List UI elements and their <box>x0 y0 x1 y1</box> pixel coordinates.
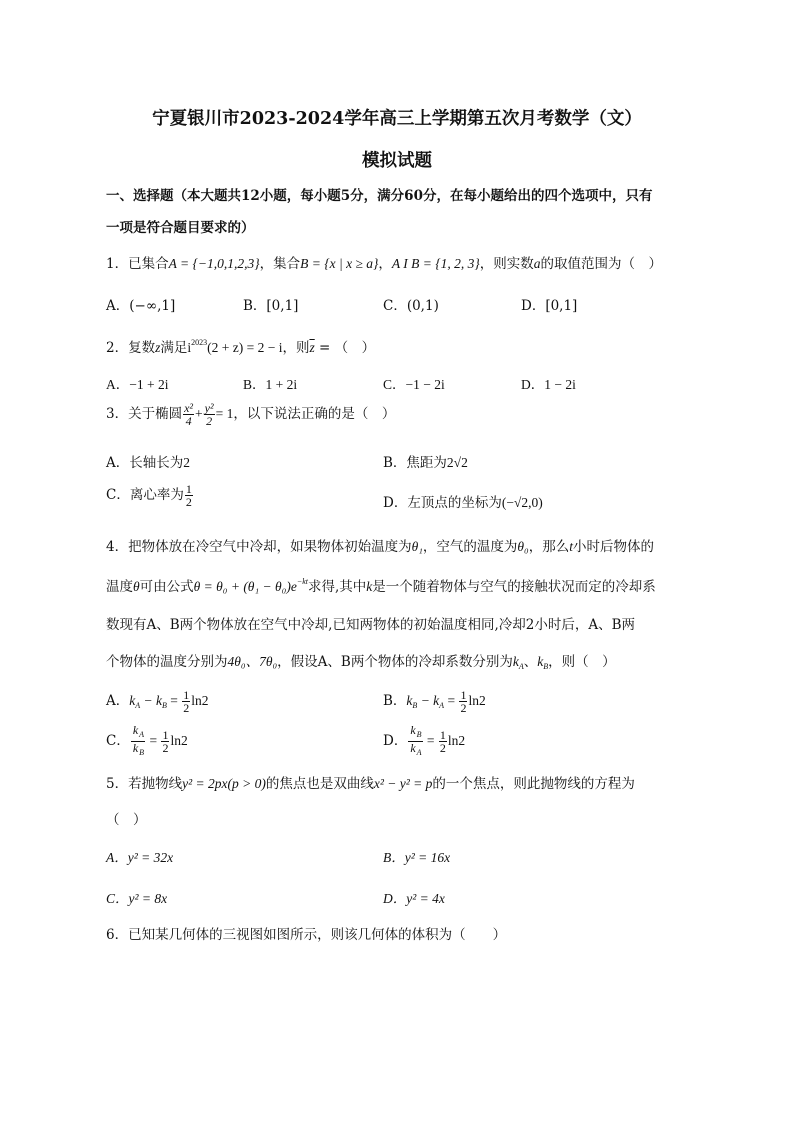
q4-b-half <box>459 689 467 714</box>
q4-a-k1: k <box>129 693 136 708</box>
q4-a-mid: − k <box>140 693 162 708</box>
q3-equals: = 1 <box>215 406 234 421</box>
q3-fraction-x <box>183 402 194 427</box>
q4-k: k <box>366 579 373 594</box>
q4-option-b <box>383 689 486 714</box>
q4-b-num: 1 <box>460 688 467 702</box>
q4-d-ratio-num <box>408 724 422 742</box>
q4-sep: 、 <box>523 654 538 670</box>
q2-expression: (2 + z) = 2 − i <box>207 340 283 355</box>
q2-text-d: = （ ） <box>314 340 376 356</box>
q1-text-d: ，则实数 <box>479 256 534 272</box>
q1-intersection: A I B = {1, 2, 3} <box>391 256 480 271</box>
q4-b-eq: = <box>444 693 459 708</box>
q3-option-b-value: 2√2 <box>446 455 468 470</box>
q3-option-d-label: D．左顶点的坐标为 <box>383 495 502 511</box>
q4-l1-b: ，空气的温度为 <box>422 539 518 555</box>
q2-option-d: D．1 − 2i <box>521 377 576 392</box>
q4-d-sub-bot: A <box>416 748 422 757</box>
q4-l1-d: 小时后物体的 <box>573 539 655 555</box>
q4-option-a-label: A． <box>106 693 130 709</box>
q3-text-b: ，以下说法正确的是（ ） <box>233 406 396 422</box>
q4-l2-a: 温度 <box>106 579 133 595</box>
q4-t: t <box>569 539 574 554</box>
q3-option-a <box>106 451 190 471</box>
q5-parabola: y² = 2px(p > 0) <box>182 776 266 791</box>
q5-option-c: C．y² = 8x <box>106 891 168 906</box>
q5-l1-c: 的一个焦点，则此抛物线的方程为 <box>432 776 635 792</box>
q4-b-k1: k <box>406 693 413 708</box>
q4-l4-b: ，假设A、B两个物体的冷却系数分别为 <box>277 654 513 670</box>
q4-theta1: θ₁ <box>411 539 423 554</box>
q1-set-b: B = {x | x ≥ a} <box>300 256 379 271</box>
q3-option-c <box>106 483 194 508</box>
question-5-line-1 <box>106 772 635 792</box>
q4-temps: 4θ₀、7θ₀ <box>227 654 278 669</box>
q4-c-ln2: ln2 <box>170 733 188 748</box>
q3-frac1-num: x² <box>184 401 194 415</box>
question-2-stem <box>106 336 375 356</box>
q3-option-c-fraction <box>185 483 193 508</box>
q4-c-eq: = <box>146 733 161 748</box>
q1-option-d: D．[0,1] <box>521 298 578 314</box>
q3-option-c-num: 1 <box>185 482 192 496</box>
q4-d-ratio-den <box>408 742 422 759</box>
section-heading-line-2: 一项是符合题目要求的） <box>106 220 255 236</box>
q5-option-b: B．y² = 16x <box>383 850 451 865</box>
q4-c-ratio <box>131 724 145 759</box>
q4-option-b-label: B． <box>383 693 407 709</box>
q4-c-num: 1 <box>162 728 169 742</box>
title-line-1: 宁夏银川市2023-2024学年高三上学期第五次月考数学（文） <box>152 109 642 129</box>
question-6-stem: 6．已知某几何体的三视图如图所示，则该几何体的体积为（ ） <box>106 927 507 943</box>
q2-text-c: ，则 <box>282 340 310 356</box>
q4-k-b-sub: B <box>543 662 549 671</box>
q2-var-z: z <box>155 340 161 355</box>
q3-option-a-label: A．长轴长为 <box>106 455 184 471</box>
q2-text-b: 满足 <box>160 340 188 356</box>
q5-option-d: D．y² = 4x <box>383 891 445 906</box>
q2-imag-unit: i <box>187 340 192 355</box>
q4-d-ln2: ln2 <box>447 733 466 748</box>
q4-option-d <box>383 724 465 759</box>
q4-l4-a: 个物体的温度分别为 <box>106 654 228 670</box>
q4-l2-b: 可由公式 <box>139 579 194 595</box>
q4-c-den: 2 <box>162 741 169 755</box>
q4-d-num: 1 <box>439 728 446 742</box>
q4-d-k-bot: k <box>410 741 416 755</box>
q2-option-c: C．−1 − 2i <box>383 377 445 392</box>
q4-l1-a: 4．把物体放在冷空气中冷却，如果物体初始温度为 <box>106 539 412 555</box>
q2-option-a: A．−1 + 2i <box>106 377 169 392</box>
q4-theta: θ <box>133 579 140 594</box>
q4-d-half <box>439 729 447 754</box>
q4-d-den: 2 <box>439 741 446 755</box>
q4-a-s1: A <box>135 701 141 710</box>
q4-l2-c: 求得,其中 <box>307 579 367 595</box>
q3-option-c-den: 2 <box>185 495 192 509</box>
q1-text-e: 的取值范围为（ ） <box>540 256 663 272</box>
q4-theta0: θ₀ <box>517 539 529 554</box>
q4-c-k-bot: k <box>132 741 139 755</box>
q2-exponent: 2023 <box>191 338 208 347</box>
q3-option-d-value: (−√2,0) <box>501 495 543 510</box>
q2-text-a: 2．复数 <box>106 340 156 356</box>
q1-var-a: a <box>533 256 541 271</box>
q1-text-c: ， <box>378 256 392 272</box>
q4-b-den: 2 <box>460 701 467 715</box>
q2-conjugate-z: $\overline{z}$ <box>309 340 315 355</box>
q1-text-a: 1．已集合 <box>106 256 169 272</box>
q2-option-b: B．1 + 2i <box>243 377 298 392</box>
q4-formula: θ = θ₀ + (θ₁ − θ₀)e <box>193 579 297 594</box>
q3-option-b-label: B．焦距为 <box>383 455 447 471</box>
question-4-line-1 <box>106 535 654 555</box>
q4-k-a-sub: A <box>518 662 524 671</box>
q4-d-sub-top: B <box>416 730 422 739</box>
q3-frac2-den: 2 <box>206 414 213 428</box>
question-5-line-2: （ ） <box>106 812 147 828</box>
q5-l1-a: 5．若抛物线 <box>106 776 183 792</box>
q1-option-b: B．[0,1] <box>243 298 299 314</box>
question-3-stem <box>106 402 395 427</box>
q4-a-den: 2 <box>183 701 190 715</box>
q1-option-a: A．(−∞,1] <box>106 298 176 314</box>
q4-k-b: k <box>537 654 544 669</box>
q4-c-sub-top: A <box>139 730 145 739</box>
q1-option-c: C．(0,1) <box>383 298 439 314</box>
q4-a-s2: B <box>162 701 167 710</box>
q3-option-a-value: 2 <box>183 455 190 470</box>
q3-frac1-den: 4 <box>185 414 192 428</box>
q4-c-sub-bot: B <box>139 748 145 757</box>
section-heading-line-1: 一、选择题（本大题共12小题，每小题5分，满分60分，在每小题给出的四个选项中，只有 <box>106 188 653 204</box>
q3-option-b <box>383 451 468 471</box>
question-4-line-3: 数现有A、B两个物体放在空气中冷却,已知两物体的初始温度相同,冷却2小时后，A、B两 <box>106 617 636 633</box>
q4-a-ln2: ln2 <box>191 693 209 708</box>
q4-k-a: k <box>512 654 519 669</box>
q4-option-a <box>106 689 209 714</box>
q4-c-half <box>161 729 169 754</box>
q4-a-half <box>182 689 190 714</box>
q4-l1-c: ，那么 <box>528 539 570 555</box>
question-1-stem <box>106 252 662 272</box>
q3-option-d <box>383 491 543 511</box>
q4-a-num: 1 <box>183 688 190 702</box>
q1-set-a: A = {−1,0,1,2,3} <box>168 256 260 271</box>
q4-option-c <box>106 724 188 759</box>
q5-l1-b: 的焦点也是双曲线 <box>265 776 374 792</box>
q4-b-ln2: ln2 <box>468 693 486 708</box>
question-4-line-2 <box>106 575 656 595</box>
q4-b-s2: A <box>439 701 445 710</box>
q4-c-k-top: k <box>132 723 139 737</box>
q5-option-a: A．y² = 32x <box>106 850 174 865</box>
q4-l4-c: ，则（ ） <box>548 654 616 670</box>
q4-c-ratio-den <box>131 742 145 759</box>
question-4-line-4 <box>106 650 616 671</box>
q3-option-c-label: C．离心率为 <box>106 487 184 503</box>
title-line-2: 模拟试题 <box>362 151 432 171</box>
q5-hyperbola: x² − y² = p <box>373 776 433 791</box>
q4-b-s1: B <box>412 701 418 710</box>
q4-b-mid: − k <box>417 693 440 708</box>
q3-text-a: 3．关于椭圆 <box>106 406 183 422</box>
q4-option-d-label: D． <box>383 733 408 749</box>
q4-formula-exp: −kt <box>296 577 308 586</box>
q4-a-eq: = <box>166 693 182 708</box>
q4-l2-d: 是一个随着物体与空气的接触状况而定的冷却系 <box>372 579 656 595</box>
q3-plus: + <box>195 406 203 421</box>
q3-frac2-num: y² <box>204 401 214 415</box>
q4-d-k-top: k <box>410 723 416 737</box>
q4-d-eq: = <box>423 733 438 748</box>
q1-text-b: ，集合 <box>259 256 301 272</box>
q4-d-ratio <box>408 724 422 759</box>
q3-fraction-y <box>204 402 215 427</box>
q4-c-ratio-num <box>131 724 145 742</box>
q4-option-c-label: C． <box>106 733 130 749</box>
